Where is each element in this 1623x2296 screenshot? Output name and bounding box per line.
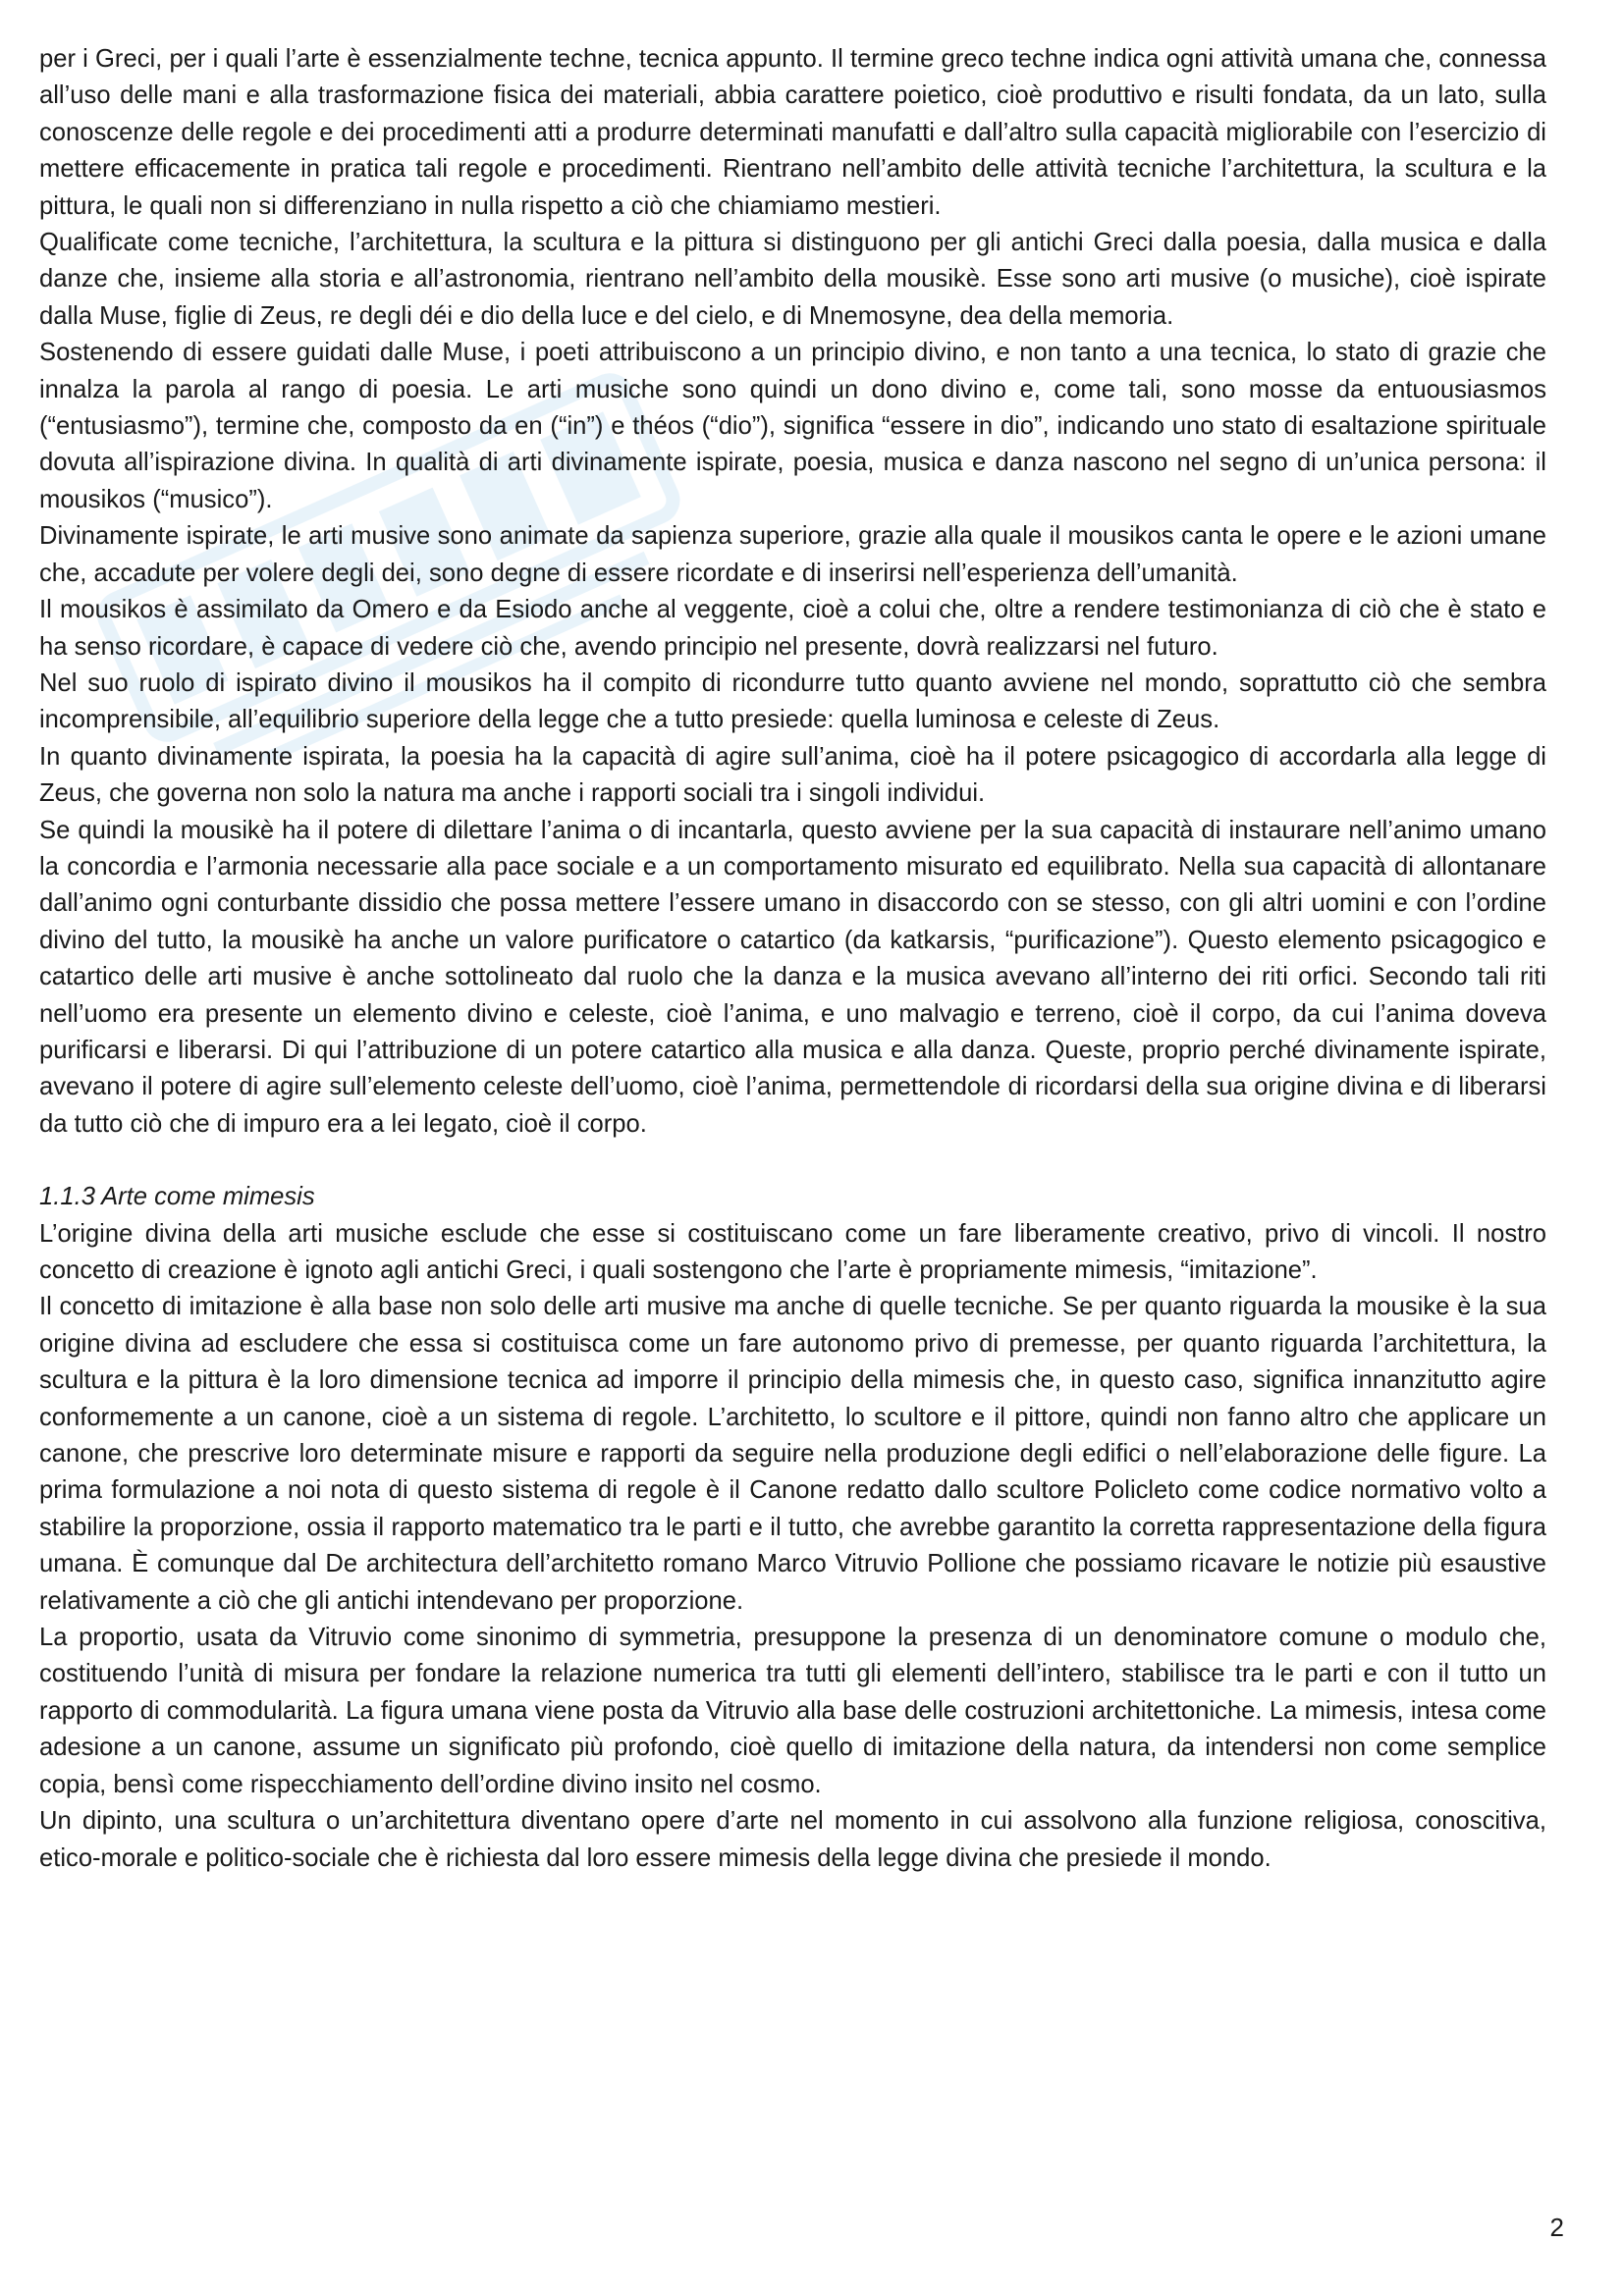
paragraph: per i Greci, per i quali l’arte è essenzialmente techne, tecnica appunto. Il termine greco techne indica ogni attività umana che, connessa all’uso delle mani e alla trasformazione fisica dei materiali, abbia carattere poietico, cioè produttivo e risulti fondata, da un lato, sulla conoscenze delle regole e dei procedimenti atti a produrre determinati manufatti e dall’altro sulla capacità migliorabile con l’esercizio di mettere efficacemente in pratica tali regole e procedimenti. Rientrano nell’ambito delle attività tecniche l’architettura, la scultura e la pittura, le quali non si differenziano in nulla rispetto a ciò che chiamiamo mestieri.: [39, 45, 1546, 220]
paragraph: L’origine divina della arti musiche esclude che esse si costituiscano come un fare liberamente creativo, privo di vincoli. Il nostro concetto di creazione è ignoto agli antichi Greci, i quali sostengono che l’arte è propriamente mimesis, “imitazione”.: [39, 1219, 1546, 1284]
paragraph: Un dipinto, una scultura o un’architettura diventano opere d’arte nel momento in cui assolvono alla funzione religiosa, conoscitiva, etico-morale e politico-sociale che è richiesta dal loro essere mimesis della legge divina che presiede il mondo.: [39, 1807, 1546, 1872]
paragraph: In quanto divinamente ispirata, la poesia ha la capacità di agire sull’anima, cioè ha il potere psicagogico di accordarla alla legge di Zeus, che governa non solo la natura ma anche i rapporti sociali tra i singoli individui.: [39, 742, 1546, 808]
paragraph: Sostenendo di essere guidati dalle Muse, i poeti attribuiscono a un principio divino, e non tanto a una tecnica, lo stato di grazie che innalza la parola al rango di poesia. Le arti musiche sono quindi un dono divino e, come tali, sono mosse da entuousiasmos (“entusiasmo”), termine che, composto da en (“in”) e théos (“dio”), significa “essere in dio”, indicando uno stato di esaltazione spirituale dovuta all’ispirazione divina. In qualità di arti divinamente ispirate, poesia, musica e danza nascono nel segno di un’unica persona: il mousikos (“musico”).: [39, 339, 1546, 513]
paragraph: Nel suo ruolo di ispirato divino il mousikos ha il compito di ricondurre tutto quanto avviene nel mondo, soprattutto ciò che sembra incomprensibile, all’equilibrio superiore della legge che a tutto presiede: quella luminosa e celeste di Zeus.: [39, 668, 1546, 734]
page-number: 2: [1549, 2213, 1564, 2242]
paragraph: Il concetto di imitazione è alla base non solo delle arti musive ma anche di quelle tecniche. Se per quanto riguarda la mousike è la sua origine divina ad escludere che essa si costituisca come un fare autonomo privo di premesse, per quanto riguarda l’architettura, la scultura e la pittura è la loro dimensione tecnica ad imporre il principio della mimesis che, in questo caso, significa innanzitutto agire conformemente a un canone, cioè a un sistema di regole. L’architetto, lo scultore e il pittore, quindi non fanno altro che applicare un canone, che prescrive loro determinate misure e rapporti da seguire nella produzione degli edifici o nell’elaborazione delle figure. La prima formulazione a noi nota di questo sistema di regole è il Canone redatto dallo scultore Policleto come codice normativo volto a stabilire la proporzione, ossia il rapporto matematico tra le parti e il tutto, che avrebbe garantito la corretta rappresentazione della figura umana. È comunque dal De architectura dell’architetto romano Marco Vitruvio Pollione che possiamo ricavare le notizie più esaustive relativamente a ciò che gli antichi intendevano per proporzione.: [39, 1293, 1546, 1615]
paragraph: Qualificate come tecniche, l’architettura, la scultura e la pittura si distinguono per gli antichi Greci dalla poesia, dalla musica e dalla danze che, insieme alla storia e all’astronomia, rientrano nell’ambito della mousikè. Esse sono arti musive (o musiche), cioè ispirate dalla Muse, figlie di Zeus, re degli déi e dio della luce e del cielo, e di Mnemosyne, dea della memoria.: [39, 229, 1546, 330]
body-text: [39, 41, 1546, 1877]
paragraph: Divinamente ispirate, le arti musive sono animate da sapienza superiore, grazie alla quale il mousikos canta le opere e le azioni umane che, accadute per volere degli dei, sono degne di essere ricordate e di inserirsi nell’esperienza dell’umanità.: [39, 522, 1546, 587]
paragraph: La proportio, usata da Vitruvio come sinonimo di symmetria, presuppone la presenza di un denominatore comune o modulo che, costituendo l’unità di misura per fondare la relazione numerica tra tutti gli elementi dell’intero, stabilisce tra le parti e con il tutto un rapporto di commodularità. La figura umana viene posta da Vitruvio alla base delle costruzioni architettoniche. La mimesis, intesa come adesione a un canone, assume un significato più profondo, cioè quello di imitazione della natura, da intendersi non come semplice copia, bensì come rispecchiamento dell’ordine divino insito nel cosmo.: [39, 1624, 1546, 1798]
section-heading: 1.1.3 Arte come mimesis: [39, 1183, 315, 1211]
paragraph: Il mousikos è assimilato da Omero e da Esiodo anche al veggente, cioè a colui che, oltre a rendere testimonianza di ciò che è stato e ha senso ricordare, è capace di vedere ciò che, avendo principio nel presente, dovrà realizzarsi nel futuro.: [39, 596, 1546, 661]
paragraph: Se quindi la mousikè ha il potere di dilettare l’anima o di incantarla, questo avviene per la sua capacità di instaurare nell’animo umano la concordia e l’armonia necessarie alla pace sociale e a un comportamento misurato ed equilibrato. Nella sua capacità di allontanare dall’animo ogni conturbante dissidio che possa mettere l’essere umano in disaccordo con se stesso, con gli altri uomini e con l’ordine divino del tutto, la mousikè ha anche un valore purificatore o catartico (da katkarsis, “purificazione”). Questo elemento psicagogico e catartico delle arti musive è anche sottolineato dal ruolo che la danza e la musica avevano all’interno dei riti orfici. Secondo tali riti nell’uomo era presente un elemento divino e celeste, cioè l’anima, e uno malvagio e terreno, cioè il corpo, da cui l’anima doveva purificarsi e liberarsi. Di qui l’attribuzione di un potere catartico alla musica e alla danza. Queste, proprio perché divinamente ispirate, avevano il potere di agire sull’elemento celeste dell’uomo, cioè l’anima, permettendole di ricordarsi della sua origine divina e di liberarsi da tutto ciò che di impuro era a lei legato, cioè il corpo.: [39, 816, 1546, 1138]
